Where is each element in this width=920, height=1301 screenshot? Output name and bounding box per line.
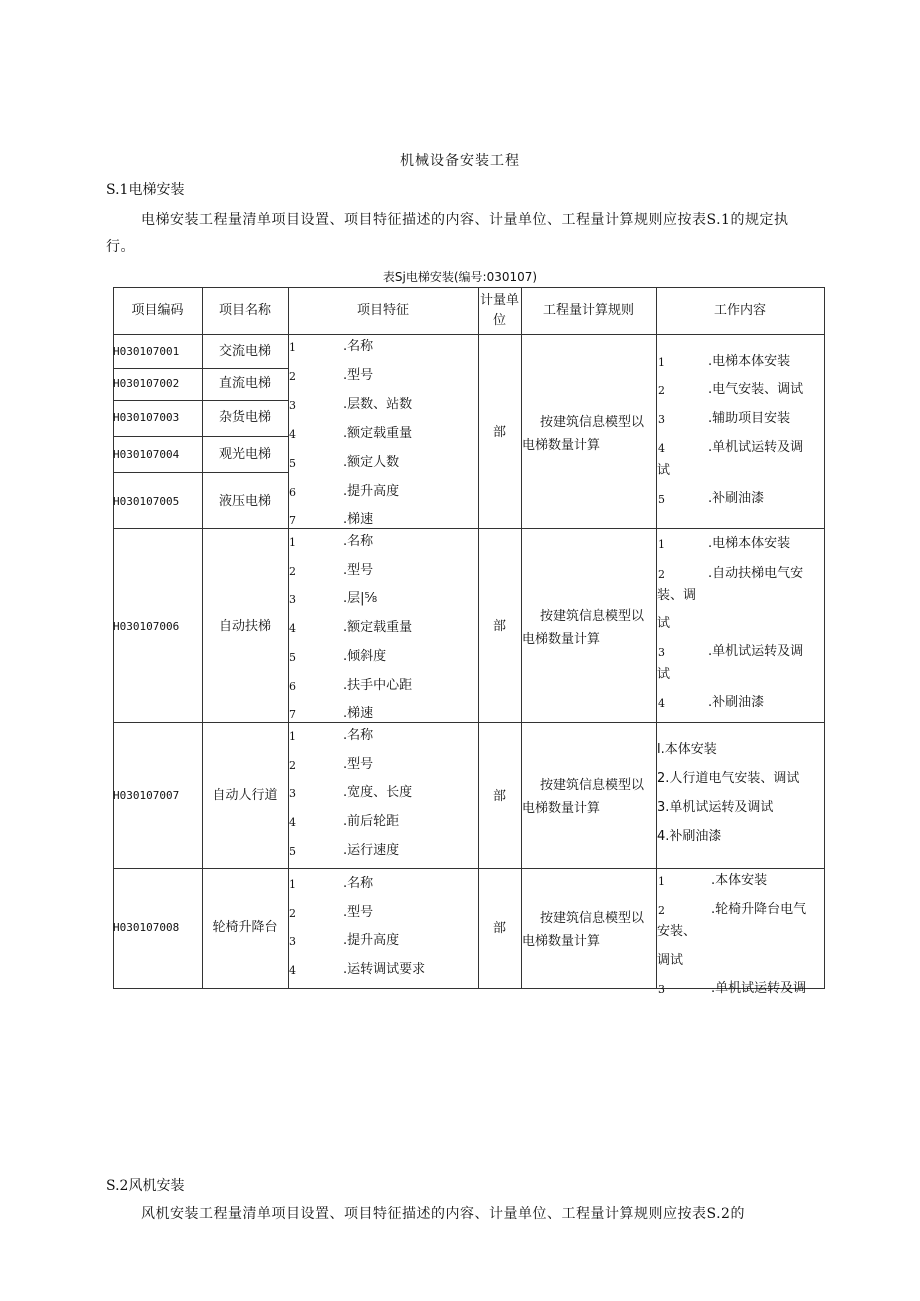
feature-number: 1 xyxy=(289,878,296,891)
feature-text: .额定载重量 xyxy=(343,620,413,635)
item-code: H030107008 xyxy=(113,921,180,934)
row-divider xyxy=(113,868,825,869)
feature-number: 7 xyxy=(289,708,296,721)
work-text-continued: 试 xyxy=(657,463,671,478)
sub-row-divider xyxy=(113,436,289,437)
work-row-clipped xyxy=(657,977,824,996)
feature-text: .提升高度 xyxy=(343,484,400,499)
feature-text: .提升高度 xyxy=(343,933,400,948)
work-text: .单机试运转及调 xyxy=(711,981,807,996)
section-1-paragraph-line-1: 电梯安装工程量清单项目设置、项目特征描述的内容、计量单位、工程量计算规则应按表S.1的规定执 xyxy=(141,212,789,228)
feature-text: .层|⅝ xyxy=(343,591,378,606)
work-text: .本体安装 xyxy=(711,873,768,888)
item-name: 观光电梯 xyxy=(218,447,271,462)
column-divider xyxy=(202,287,203,989)
feature-number: 2 xyxy=(289,370,296,383)
unit: 部 xyxy=(492,921,506,936)
feature-text: .名称 xyxy=(343,728,374,743)
feature-number: 6 xyxy=(289,486,296,499)
item-name: 杂货电梯 xyxy=(218,410,271,425)
work-text: .电梯本体安装 xyxy=(708,354,791,369)
feature-text: .梯速 xyxy=(343,512,374,527)
feature-number: 5 xyxy=(289,651,296,664)
item-code: H030107002 xyxy=(113,377,180,390)
feature-text: .运行速度 xyxy=(343,843,400,858)
table-border-top xyxy=(113,287,825,288)
rule-line-2: 电梯数量计算 xyxy=(522,801,601,816)
header-unit-line-2: 位 xyxy=(492,313,506,328)
sub-row-divider xyxy=(113,400,289,401)
work-text: .电气安装、调试 xyxy=(708,382,804,397)
work-number: 5 xyxy=(658,493,665,506)
column-divider xyxy=(656,287,657,989)
rule-line-2: 电梯数量计算 xyxy=(522,934,601,949)
sub-row-divider xyxy=(113,472,289,473)
work-text: 3.单机试运转及调试 xyxy=(657,800,774,815)
feature-text: .宽度、长度 xyxy=(343,785,413,800)
header-code: 项目编码 xyxy=(131,303,184,318)
header-name: 项目名称 xyxy=(218,303,271,318)
work-text: 2.人行道电气安装、调试 xyxy=(657,771,800,786)
rule-line-2: 电梯数量计算 xyxy=(522,438,601,453)
feature-number: 3 xyxy=(289,593,296,606)
feature-number: 1 xyxy=(289,730,296,743)
feature-number: 1 xyxy=(289,536,296,549)
section-2-heading: S.2风机安装 xyxy=(106,1178,185,1194)
section-1-paragraph-line-2: 行。 xyxy=(106,239,135,255)
work-number: 1 xyxy=(658,538,665,551)
feature-text: .名称 xyxy=(343,339,374,354)
feature-text: .梯速 xyxy=(343,706,374,721)
work-number: 4 xyxy=(658,697,665,710)
work-text: .补刷油漆 xyxy=(708,695,765,710)
work-number: 3 xyxy=(658,413,665,426)
row-divider xyxy=(113,722,825,723)
feature-number: 3 xyxy=(289,787,296,800)
feature-text: .名称 xyxy=(343,876,374,891)
item-code: H030107003 xyxy=(113,411,180,424)
header-features: 项目特征 xyxy=(356,303,409,318)
feature-number: 3 xyxy=(289,935,296,948)
feature-text: .运转调试要求 xyxy=(343,962,426,977)
item-name: 交流电梯 xyxy=(218,344,271,359)
unit: 部 xyxy=(492,425,506,440)
feature-number: 6 xyxy=(289,680,296,693)
work-number: 3 xyxy=(658,646,665,659)
item-name: 轮椅升降台 xyxy=(212,920,278,935)
work-text: .轮椅升降台电气 xyxy=(711,902,807,917)
rule-line-1: 按建筑信息模型以 xyxy=(540,415,645,430)
feature-number: 2 xyxy=(289,759,296,772)
table-border-right xyxy=(824,287,825,989)
feature-text: .名称 xyxy=(343,534,374,549)
feature-text: .额定人数 xyxy=(343,455,400,470)
rule-line-1: 按建筑信息模型以 xyxy=(540,778,645,793)
feature-text: .倾斜度 xyxy=(343,649,387,664)
feature-text: .型号 xyxy=(343,757,374,772)
work-text-continued: 试 xyxy=(657,667,671,682)
feature-number: 4 xyxy=(289,622,296,635)
rule-line-1: 按建筑信息模型以 xyxy=(540,911,645,926)
work-text: 4.补刷油漆 xyxy=(657,829,722,844)
work-number: 2 xyxy=(658,904,665,917)
section-1-heading: S.1电梯安装 xyxy=(106,182,185,198)
item-code: H030107001 xyxy=(113,345,180,358)
sub-row-divider xyxy=(113,368,289,369)
work-number: 1 xyxy=(658,875,665,888)
work-text-continued: 试 xyxy=(657,616,671,631)
item-code: H030107005 xyxy=(113,495,180,508)
rule-line-2: 电梯数量计算 xyxy=(522,632,601,647)
header-rule: 工程量计算规则 xyxy=(542,303,634,318)
work-text-continued: 安装、 xyxy=(657,924,697,939)
table-border-left xyxy=(113,287,114,989)
feature-text: .前后轮距 xyxy=(343,814,400,829)
table-caption: 表Sj电梯安装(编号:030107) xyxy=(382,270,538,284)
feature-text: .型号 xyxy=(343,563,374,578)
work-text: l.本体安装 xyxy=(657,742,717,757)
feature-text: .额定载重量 xyxy=(343,426,413,441)
unit: 部 xyxy=(492,789,506,804)
work-number: 3 xyxy=(658,983,665,996)
feature-text: .型号 xyxy=(343,368,374,383)
feature-number: 2 xyxy=(289,907,296,920)
feature-text: .型号 xyxy=(343,905,374,920)
feature-number: 4 xyxy=(289,816,296,829)
item-name: 直流电梯 xyxy=(218,376,271,391)
work-number: 2 xyxy=(658,384,665,397)
elevator-table xyxy=(113,287,825,996)
feature-number: 5 xyxy=(289,457,296,470)
document-title: 机械设备安装工程 xyxy=(400,153,520,169)
feature-number: 3 xyxy=(289,399,296,412)
header-work: 工作内容 xyxy=(713,303,766,318)
row-divider xyxy=(113,528,825,529)
feature-text: .层数、站数 xyxy=(343,397,413,412)
rule-line-1: 按建筑信息模型以 xyxy=(540,609,645,624)
item-name: 自动人行道 xyxy=(212,788,278,803)
work-text-continued: 装、调 xyxy=(657,588,697,603)
work-text: .补刷油漆 xyxy=(708,491,765,506)
work-text-continued: 调试 xyxy=(657,953,684,968)
work-text: .辅助项目安装 xyxy=(708,411,791,426)
feature-number: 1 xyxy=(289,341,296,354)
feature-number: 7 xyxy=(289,514,296,527)
feature-number: 4 xyxy=(289,428,296,441)
work-number: 2 xyxy=(658,568,665,581)
unit: 部 xyxy=(492,619,506,634)
work-text: .单机试运转及调 xyxy=(708,644,804,659)
section-2-paragraph-line-1: 风机安装工程量清单项目设置、项目特征描述的内容、计量单位、工程量计算规则应按表S.2的 xyxy=(141,1206,745,1222)
column-divider xyxy=(478,287,479,989)
work-number: 1 xyxy=(658,356,665,369)
row-divider xyxy=(113,334,825,335)
feature-text: .扶手中心距 xyxy=(343,678,413,693)
work-text: .电梯本体安装 xyxy=(708,536,791,551)
item-code: H030107006 xyxy=(113,620,180,633)
work-number: 4 xyxy=(658,442,665,455)
feature-number: 5 xyxy=(289,845,296,858)
work-text: .单机试运转及调 xyxy=(708,440,804,455)
header-unit-line-1: 计量单 xyxy=(479,293,519,308)
item-name: 自动扶梯 xyxy=(218,619,271,634)
work-text: .自动扶梯电气安 xyxy=(708,566,804,581)
item-code: H030107004 xyxy=(113,448,180,461)
feature-number: 2 xyxy=(289,565,296,578)
item-code: H030107007 xyxy=(113,789,180,802)
item-name: 液压电梯 xyxy=(218,494,271,509)
feature-number: 4 xyxy=(289,964,296,977)
